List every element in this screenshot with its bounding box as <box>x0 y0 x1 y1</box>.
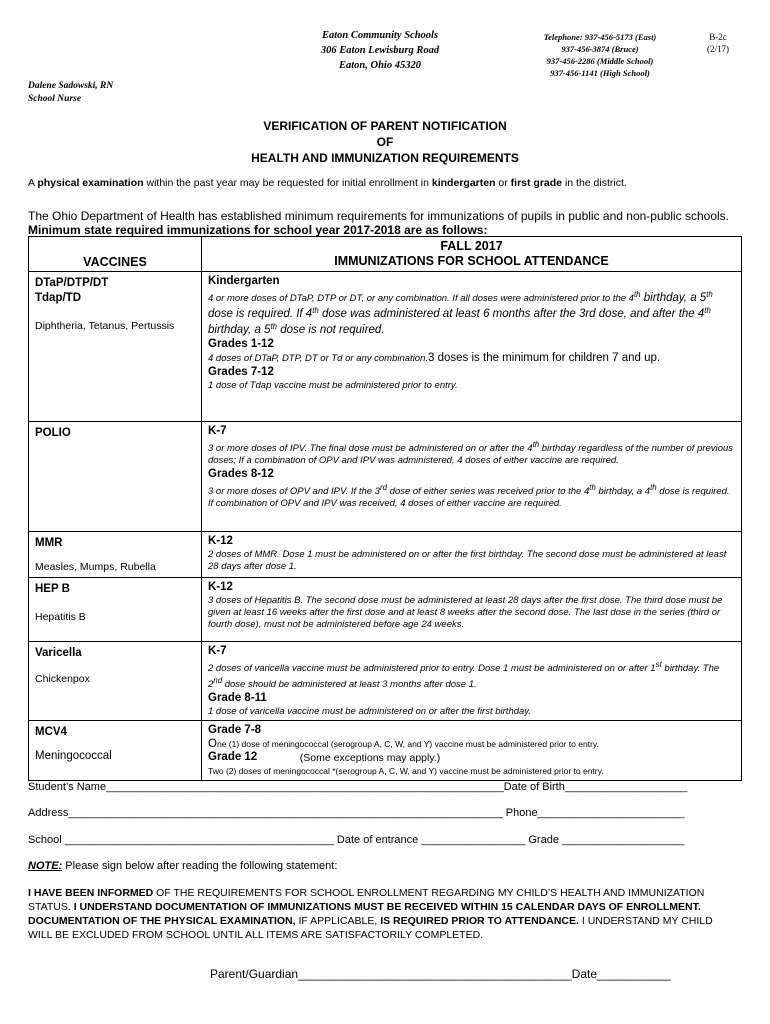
address-line[interactable]: Address_______________________________________________________________________ Phone________________________ <box>28 807 685 819</box>
dose-text <box>208 659 735 691</box>
requirement-cell <box>202 578 742 642</box>
sup: rd <box>379 483 388 493</box>
text: dose is required. If combination of OPV and IPV was received, 4 doses of either vaccine are required. <box>208 486 730 510</box>
requirement-cell <box>202 642 742 721</box>
text-bold: kindergarten <box>431 177 496 189</box>
vaccine-cell <box>29 272 202 422</box>
grade-label: Kindergarten <box>208 275 280 287</box>
text: 4 doses of DTaP, DTP, DT or Td or any combination. <box>208 353 429 365</box>
note <box>28 860 337 872</box>
text: dose is not required. <box>277 324 385 337</box>
text: dose should be administered at least 3 months after dose 1. <box>222 679 477 691</box>
immunization-table <box>28 236 742 781</box>
vaccine-name-alt: Tdap/TD <box>35 292 81 304</box>
sup: th <box>633 290 641 299</box>
sup: th <box>704 306 711 316</box>
sup: th <box>650 483 657 493</box>
grade-label: Grades 8-12 <box>208 468 274 481</box>
text: dose is required. If 4 <box>208 308 313 321</box>
sup: th <box>532 440 540 449</box>
vaccine-cell <box>29 721 202 781</box>
text: dose of either series was received prior to the 4 <box>387 486 590 498</box>
vaccine-description: Chickenpox <box>35 673 90 685</box>
grade-label: Grade 7-8 <box>208 724 262 737</box>
text: dose was administered at least 6 months after the 3rd dose, and after the 4 <box>318 308 705 321</box>
text-bold: I UNDERSTAND DOCUMENTATION OF IMMUNIZATIONS MUST BE RECEIVED WITHIN 15 CALENDAR DAYS OF ENROLLMENT. DOCUMENTATION OF THE PHYSICAL EXAMINATION, <box>28 901 701 927</box>
text: birthday. The 2 <box>208 663 720 691</box>
page-title <box>0 118 770 166</box>
vaccine-description: Meningococcal <box>35 750 112 763</box>
text-bold: first grade <box>510 177 563 189</box>
intro-bold: Minimum state required immunizations for school year 2017-2018 are as follows: <box>28 223 488 237</box>
text: ne (1) dose of meningococcal (serogroup A, C, W, and Y) vaccine must be administered prior to entry. <box>216 739 599 750</box>
vaccine-name: Varicella <box>35 647 82 659</box>
dose-text <box>208 482 735 510</box>
signature-line[interactable]: Parent/Guardian_________________________________________Date___________ <box>210 967 671 981</box>
table-row <box>29 642 742 721</box>
col-vaccines: VACCINES <box>29 237 202 272</box>
intro-paragraph <box>28 209 743 237</box>
sup: nd <box>213 676 223 686</box>
title-line-3: HEALTH AND IMMUNIZATION REQUIREMENTS <box>251 151 519 165</box>
dose-text: Two (2) doses of meningococcal *(serogroup A, C, W, and Y) vaccine must be administered prior to entry. <box>208 766 604 777</box>
sup: st <box>655 660 662 669</box>
text: A <box>28 177 38 189</box>
vaccine-name: MCV4 <box>35 726 67 739</box>
dose-text <box>208 289 735 337</box>
grade-label: K-12 <box>208 581 233 593</box>
parent-statement <box>28 886 728 942</box>
col-fall-line-2: IMMUNIZATIONS FOR SCHOOL ATTENDANCE <box>334 254 609 268</box>
text: 3 or more doses of IPV. The final dose must be administered on or after the 4 <box>208 443 533 455</box>
text-bold: I HAVE BEEN INFORMED <box>28 887 154 899</box>
grade-label: Grade 8-11 <box>208 692 267 705</box>
text: or <box>495 177 511 189</box>
form-code-block <box>692 31 744 55</box>
text: birthday regardless of the number of previous doses; If a combination of OPV and IPV was administered, 4 doses of either vaccine are required. <box>208 443 733 467</box>
title-line-1: VERIFICATION OF PARENT NOTIFICATION <box>263 119 507 133</box>
vaccine-name: DTaP/DTP/DT <box>35 277 109 289</box>
sup: th <box>312 306 319 316</box>
dose-text <box>208 738 735 750</box>
note-label: NOTE: <box>28 860 63 872</box>
school-street: 306 Eaton Lewisburg Road <box>320 45 440 56</box>
vaccine-description: Measles, Mumps, Rubella <box>35 561 156 573</box>
table-row <box>29 422 742 532</box>
text: within the past year may be requested for initial enrollment in <box>143 177 432 189</box>
phone-east: Telephone: 937-456-5173 (East) <box>543 32 657 42</box>
title-line-2: OF <box>376 135 394 149</box>
col-fall <box>202 237 742 272</box>
phone-block <box>525 31 675 79</box>
dose-text <box>208 439 735 467</box>
table-row <box>29 578 742 642</box>
exceptions-note: (Some exceptions may apply.) <box>299 752 441 764</box>
text: in the district. <box>562 177 627 189</box>
vaccine-name: MMR <box>35 537 63 549</box>
sup: th <box>706 290 713 299</box>
table-row <box>29 532 742 578</box>
text: O <box>208 738 217 751</box>
vaccine-cell <box>29 532 202 578</box>
vaccine-description: Hepatitis B <box>35 611 86 623</box>
text: 3 or more doses of OPV and IPV. If the 3 <box>208 486 380 498</box>
text: 2 doses of varicella vaccine must be administered prior to entry. Dose 1 must be administered on or after 1 <box>208 663 656 675</box>
text: 4 or more doses of DTaP, DTP or DT, or any combination. If all doses were administered prior to the 4 <box>208 293 634 305</box>
grade-label: Grades 7-12 <box>208 366 274 379</box>
form-date: (2/17) <box>707 44 729 54</box>
text: OF THE REQUIREMENTS FOR SCHOOL ENROLLMENT REGARDING MY CHILD’S HEALTH AND IMMUNIZATION STATUS. <box>28 887 705 913</box>
dose-text: 1 dose of varicella vaccine must be administered on or after the first birthday. <box>208 706 531 718</box>
physical-exam-note <box>28 177 738 189</box>
dose-text <box>208 352 735 365</box>
vaccine-description: Diphtheria, Tetanus, Pertussis <box>35 320 175 332</box>
grade-label: K-7 <box>208 645 227 657</box>
text: birthday, a 4 <box>595 486 651 498</box>
requirement-cell <box>202 422 742 532</box>
col-fall-line-1: FALL 2017 <box>440 239 503 253</box>
text: I UNDERSTAND MY CHILD WILL BE EXCLUDED FROM SCHOOL UNTIL ALL ITEMS ARE SATISFACTORILY COMPLETED. <box>28 915 713 941</box>
vaccine-cell <box>29 578 202 642</box>
table-header-row <box>29 237 742 272</box>
text: 3 doses is the minimum for children 7 and up. <box>428 352 661 365</box>
text: birthday, a 5 <box>640 292 707 305</box>
dose-text: 3 doses of Hepatitis B. The second dose must be administered at least 28 days after the first dose. The third dose must be given at least 16 weeks after the first dose and at least 8 weeks after the second dose. The last dose in the series (third or fourth dose), must not be administered before age 24 weeks. <box>208 595 723 630</box>
dose-text: 2 doses of MMR. Dose 1 must be administered on or after the first birthday. The second dose must be administered at least 28 days after dose 1. <box>208 549 727 572</box>
note-text: Please sign below after reading the following statement: <box>62 860 338 872</box>
sup: th <box>589 483 596 493</box>
vaccine-name: HEP B <box>35 583 70 595</box>
grade-label: K-7 <box>208 425 227 437</box>
phone-middle: 937-456-2286 (Middle School) <box>546 56 654 66</box>
table-row <box>29 272 742 422</box>
form-code: B-2c <box>709 32 727 42</box>
nurse-name: Dalene Sadowski, RN <box>28 81 114 91</box>
requirement-cell <box>202 272 742 422</box>
phone-high: 937-456-1141 (High School) <box>550 68 650 78</box>
dose-text: 1 dose of Tdap vaccine must be administered prior to entry. <box>208 380 458 392</box>
grade-label: Grades 1-12 <box>208 338 274 351</box>
school-address-block <box>290 28 470 73</box>
requirement-cell <box>202 721 742 781</box>
school-city: Eaton, Ohio 45320 <box>339 60 421 71</box>
nurse-block <box>28 80 113 106</box>
phone-bruce: 937-456-3874 (Bruce) <box>561 44 639 54</box>
table-row <box>29 721 742 781</box>
text: birthday, a 5 <box>208 324 271 337</box>
requirement-cell <box>202 532 742 578</box>
vaccine-cell <box>29 422 202 532</box>
school-line[interactable]: School ____________________________________________ Date of entrance _________________ Grade ____________________ <box>28 834 685 846</box>
vaccine-cell <box>29 642 202 721</box>
grade-label: Grade 12 <box>208 751 258 764</box>
nurse-title: School Nurse <box>28 94 82 104</box>
text: IF APPLICABLE, <box>295 915 381 927</box>
text-bold: physical examination <box>37 177 144 189</box>
vaccine-name: POLIO <box>35 427 71 439</box>
intro-text: The Ohio Department of Health has established minimum requirements for immunizations of pupils in public and non-public schools. <box>28 209 730 223</box>
student-name-line[interactable]: Student’s Name_________________________________________________________________Date of Birth____________________ <box>28 781 688 793</box>
school-name: Eaton Community Schools <box>321 30 439 41</box>
grade-label: K-12 <box>208 535 233 547</box>
sup: th <box>270 322 278 332</box>
text-bold: IS REQUIRED PRIOR TO ATTENDANCE. <box>380 915 579 927</box>
